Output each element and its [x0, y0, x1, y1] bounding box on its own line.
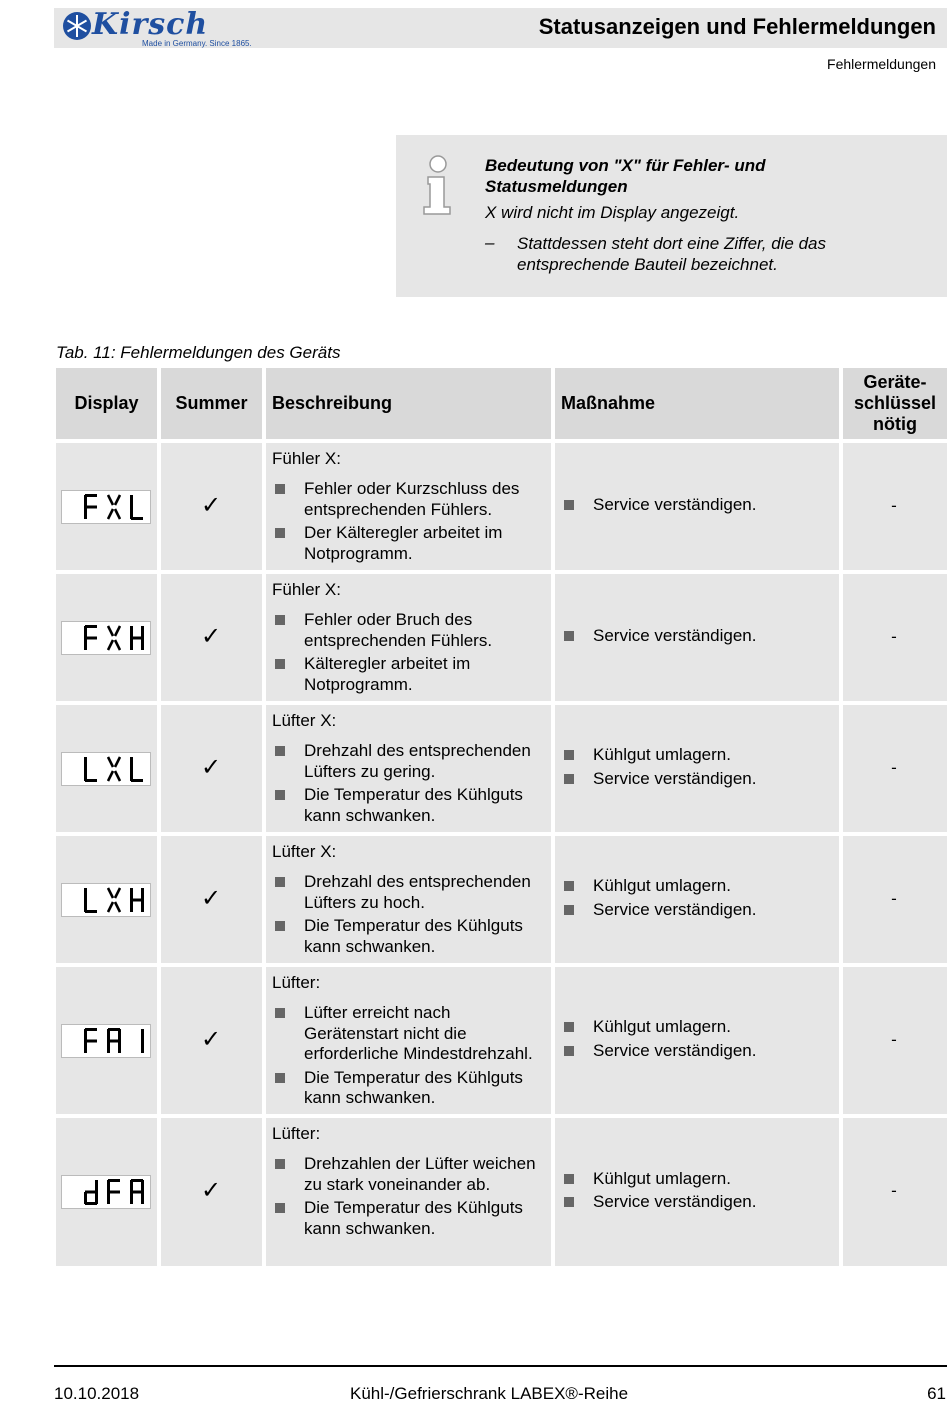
info-icon: [418, 155, 458, 217]
table-caption: Tab. 11: Fehlermeldungen des Geräts: [56, 343, 341, 362]
cell-schluessel: [843, 574, 947, 701]
lcd-display-code: [61, 490, 151, 524]
page-number: 61: [927, 1384, 946, 1403]
description-item: Drehzahl des entsprechenden Lüfters zu gering.: [274, 741, 544, 782]
description-item: Lüfter erreicht nach Gerätenstart nicht die erforderliche Mindestdrehzahl.: [274, 1003, 544, 1065]
cell-beschreibung: [266, 443, 551, 570]
lcd-glyph: [84, 625, 98, 656]
cell-beschreibung: [266, 836, 551, 963]
cell-schluessel: [843, 443, 947, 570]
cell-summer: [161, 705, 262, 832]
cell-beschreibung: [266, 1118, 551, 1266]
lcd-glyph: [130, 887, 144, 918]
action-item: Service verständigen.: [563, 1192, 843, 1213]
action-item: Kühlgut umlagern.: [563, 876, 843, 897]
cell-display: [56, 574, 157, 701]
description-list: [274, 872, 544, 960]
brand-tagline: Made in Germany. Since 1865.: [142, 39, 252, 48]
description-item: Die Temperatur des Kühlguts kann schwanken.: [274, 916, 544, 957]
lcd-glyph: [107, 1028, 121, 1059]
lcd-display-code: [61, 1175, 151, 1209]
lcd-display-code: [61, 1024, 151, 1058]
checkmark-icon: ✓: [200, 621, 222, 650]
description-item: Die Temperatur des Kühlguts kann schwanken.: [274, 1198, 544, 1239]
cell-massnahme: [555, 967, 839, 1114]
cell-schluessel: [843, 705, 947, 832]
description-list: [274, 610, 544, 698]
description-list: [274, 1154, 544, 1242]
description-item: Die Temperatur des Kühlguts kann schwanken.: [274, 785, 544, 826]
description-item: Fehler oder Kurzschluss des entsprechenden Fühlers.: [274, 479, 544, 520]
cell-summer: [161, 574, 262, 701]
checkmark-icon: ✓: [200, 752, 222, 781]
cell-massnahme: [555, 836, 839, 963]
cell-massnahme: [555, 443, 839, 570]
lcd-glyph: [84, 756, 98, 787]
cell-display: [56, 443, 157, 570]
lcd-glyph: [84, 887, 98, 918]
snowflake-icon: [62, 11, 92, 41]
action-item: Service verständigen.: [563, 769, 843, 790]
action-item: Service verständigen.: [563, 626, 843, 647]
action-item: Service verständigen.: [563, 495, 843, 516]
header-display: Display: [56, 368, 157, 439]
lcd-glyph: [107, 1179, 121, 1210]
checkmark-icon: ✓: [200, 1024, 222, 1053]
description-title: Fühler X:: [272, 580, 341, 599]
info-box: [396, 135, 947, 297]
lcd-glyph: [130, 756, 144, 787]
cell-massnahme: [555, 705, 839, 832]
lcd-glyph: [130, 1028, 144, 1059]
description-title: Lüfter X:: [272, 842, 337, 861]
action-list: [563, 1017, 843, 1064]
lcd-glyph: [130, 625, 144, 656]
description-title: Lüfter X:: [272, 711, 337, 730]
header-schluessel: Geräte-schlüssel nötig: [843, 368, 947, 439]
action-item: Kühlgut umlagern.: [563, 1017, 843, 1038]
description-item: Kälteregler arbeitet im Notprogramm.: [274, 654, 544, 695]
description-list: [274, 741, 544, 829]
brand-name: Kirsch: [92, 7, 209, 42]
checkmark-icon: ✓: [200, 883, 222, 912]
lcd-glyph: [107, 887, 121, 918]
action-item: Service verständigen.: [563, 900, 843, 921]
brand-logo: [62, 9, 252, 49]
cell-display: [56, 967, 157, 1114]
cell-display: [56, 705, 157, 832]
action-list: [563, 876, 843, 923]
header-beschreibung: Beschreibung: [266, 368, 551, 439]
lcd-display-code: [61, 752, 151, 786]
page-title: Statusanzeigen und Fehlermeldungen: [538, 14, 936, 39]
lcd-glyph: [130, 1179, 144, 1210]
cell-display: [56, 1118, 157, 1266]
description-item: Die Temperatur des Kühlguts kann schwanken.: [274, 1068, 544, 1109]
cell-schluessel: [843, 836, 947, 963]
footer-divider: [54, 1365, 947, 1367]
description-item: Drehzahlen der Lüfter weichen zu stark voneinander ab.: [274, 1154, 544, 1195]
lcd-display-code: [61, 883, 151, 917]
lcd-glyph: [84, 494, 98, 525]
lcd-glyph: [107, 625, 121, 656]
action-item: Kühlgut umlagern.: [563, 745, 843, 766]
key-required-value: -: [891, 888, 897, 908]
lcd-glyph: [107, 494, 121, 525]
info-title: Bedeutung von "X" für Fehler- und Statusmeldungen: [485, 156, 766, 196]
cell-beschreibung: [266, 967, 551, 1114]
footer-title: Kühl-/Gefrierschrank LABEX®-Reihe: [350, 1384, 629, 1403]
description-title: Lüfter:: [272, 973, 321, 992]
description-list: [274, 479, 544, 567]
action-list: [563, 626, 843, 650]
info-text: X wird nicht im Display angezeigt.: [485, 203, 740, 222]
cell-massnahme: [555, 1118, 839, 1266]
cell-display: [56, 836, 157, 963]
key-required-value: -: [891, 626, 897, 646]
cell-schluessel: [843, 967, 947, 1114]
key-required-value: -: [891, 495, 897, 515]
lcd-glyph: [84, 1179, 98, 1210]
info-bullet: Stattdessen steht dort eine Ziffer, die das entsprechende Bauteil bezeichnet.: [517, 234, 827, 274]
header-summer: Summer: [161, 368, 262, 439]
description-title: Fühler X:: [272, 449, 341, 468]
key-required-value: -: [891, 1181, 897, 1200]
page-subtitle: Fehlermeldungen: [827, 56, 936, 72]
action-list: [563, 495, 843, 519]
description-item: Fehler oder Bruch des entsprechenden Fühlers.: [274, 610, 544, 651]
cell-summer: [161, 1118, 262, 1266]
key-required-value: -: [891, 1029, 897, 1049]
lcd-display-code: [61, 621, 151, 655]
checkmark-icon: ✓: [200, 490, 222, 519]
description-item: Der Kälteregler arbeitet im Notprogramm.: [274, 523, 544, 564]
lcd-glyph: [130, 494, 144, 525]
action-item: Service verständigen.: [563, 1041, 843, 1062]
cell-schluessel: [843, 1118, 947, 1266]
description-item: Drehzahl des entsprechenden Lüfters zu hoch.: [274, 872, 544, 913]
info-dash: –: [485, 233, 495, 252]
action-list: [563, 745, 843, 792]
description-list: [274, 1003, 544, 1112]
header-massnahme: Maßnahme: [555, 368, 839, 439]
cell-beschreibung: [266, 574, 551, 701]
checkmark-icon: ✓: [200, 1176, 222, 1204]
cell-summer: [161, 836, 262, 963]
footer-date: 10.10.2018: [54, 1384, 140, 1403]
cell-summer: [161, 443, 262, 570]
lcd-glyph: [84, 1028, 98, 1059]
cell-beschreibung: [266, 705, 551, 832]
lcd-glyph: [107, 756, 121, 787]
cell-summer: [161, 967, 262, 1114]
action-list: [563, 1169, 843, 1216]
cell-massnahme: [555, 574, 839, 701]
action-item: Kühlgut umlagern.: [563, 1169, 843, 1190]
description-title: Lüfter:: [272, 1124, 321, 1143]
key-required-value: -: [891, 757, 897, 777]
